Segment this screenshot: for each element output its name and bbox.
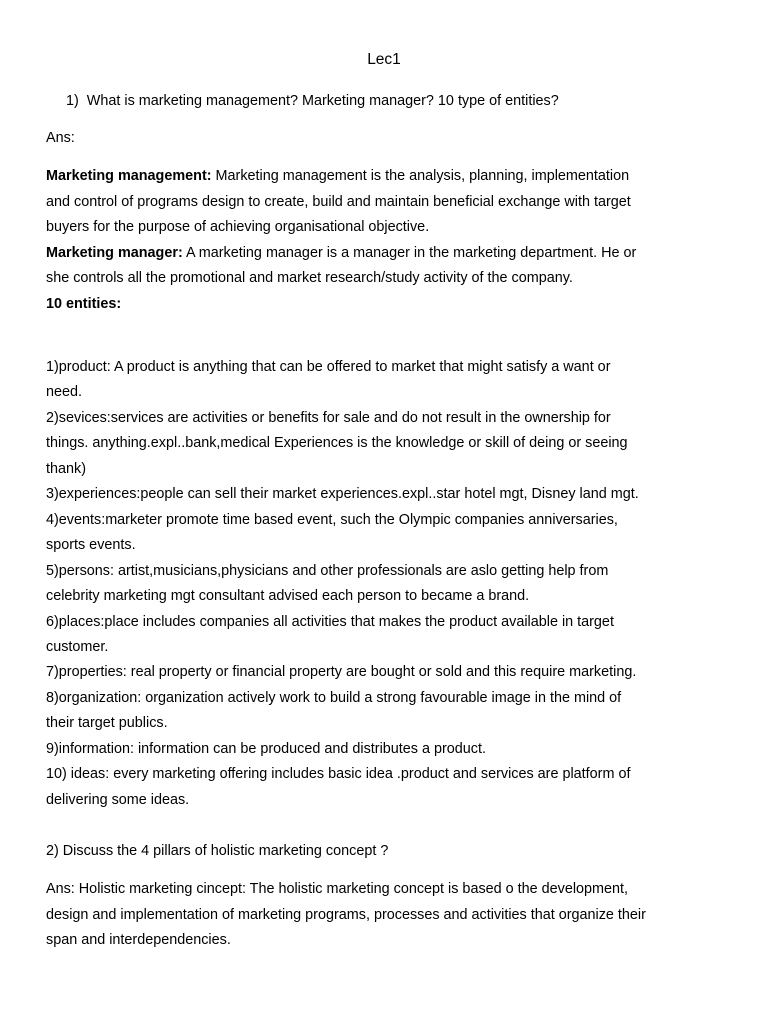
entity-line: things. anything.expl..bank,medical Experiences is the knowledge or skill of deing or seeing — [46, 435, 628, 451]
question-1-number: 1) — [66, 93, 79, 109]
entities-heading: 10 entities: — [46, 296, 122, 312]
entity-line: their target publics. — [46, 715, 168, 731]
entity-line: 4)events:marketer promote time based event, such the Olympic companies anniversaries, — [46, 512, 618, 528]
entity-line: 8)organization: organization actively work to build a strong favourable image in the mind of — [46, 690, 622, 706]
marketing-management-definition-line-3: buyers for the purpose of achieving organisational objective. — [46, 219, 430, 235]
marketing-management-colon: : — [206, 168, 212, 184]
question-2-answer-line: span and interdependencies. — [46, 932, 231, 948]
marketing-manager-definition-line-1 — [46, 243, 636, 263]
marketing-management-term: Marketing management — [46, 168, 207, 184]
entity-line: 9)information: information can be produced and distributes a product. — [46, 741, 486, 757]
entity-line: thank) — [46, 461, 86, 477]
question-2: 2) Discuss the 4 pillars of holistic marketing concept ? — [46, 843, 389, 859]
definition-text: Marketing management is the analysis, planning, implementation — [211, 168, 630, 184]
entity-line: 3)experiences:people can sell their market experiences.expl..star hotel mgt, Disney land mgt. — [46, 486, 639, 502]
entity-line: 2)sevices:services are activities or benefits for sale and do not result in the ownership for — [46, 410, 611, 426]
entity-line: 6)places:place includes companies all activities that makes the product available in target — [46, 614, 614, 630]
entity-line: customer. — [46, 639, 109, 655]
marketing-manager-definition-line-2: she controls all the promotional and market research/study activity of the company. — [46, 270, 573, 286]
question-1-text: What is marketing management? Marketing manager? 10 type of entities? — [86, 93, 559, 109]
entity-line: celebrity marketing mgt consultant advised each person to became a brand. — [46, 588, 530, 604]
definition-text: A marketing manager is a manager in the marketing department. He or — [182, 245, 637, 261]
answer-label: Ans: — [46, 130, 75, 146]
question-2-answer-line: design and implementation of marketing programs, processes and activities that organize their — [46, 907, 646, 923]
entity-line: 5)persons: artist,musicians,physicians and other professionals are aslo getting help from — [46, 563, 609, 579]
marketing-management-definition-line-1 — [46, 166, 629, 186]
page-title: Lec1 — [367, 51, 401, 68]
question-2-answer-line: Ans: Holistic marketing cincept: The holistic marketing concept is based o the development, — [46, 881, 629, 897]
entity-line: delivering some ideas. — [46, 792, 190, 808]
entity-line: 10) ideas: every marketing offering includes basic idea .product and services are platform of — [46, 766, 631, 782]
marketing-management-definition-line-2: and control of programs design to create, build and maintain beneficial exchange with target — [46, 194, 631, 210]
entity-line: need. — [46, 384, 83, 400]
entity-line: 1)product: A product is anything that can be offered to market that might satisfy a want or — [46, 359, 611, 375]
question-1 — [66, 91, 559, 111]
entity-line: sports events. — [46, 537, 136, 553]
entity-line: 7)properties: real property or financial property are bought or sold and this require marketing. — [46, 664, 637, 680]
marketing-manager-term: Marketing manager: — [46, 245, 183, 261]
